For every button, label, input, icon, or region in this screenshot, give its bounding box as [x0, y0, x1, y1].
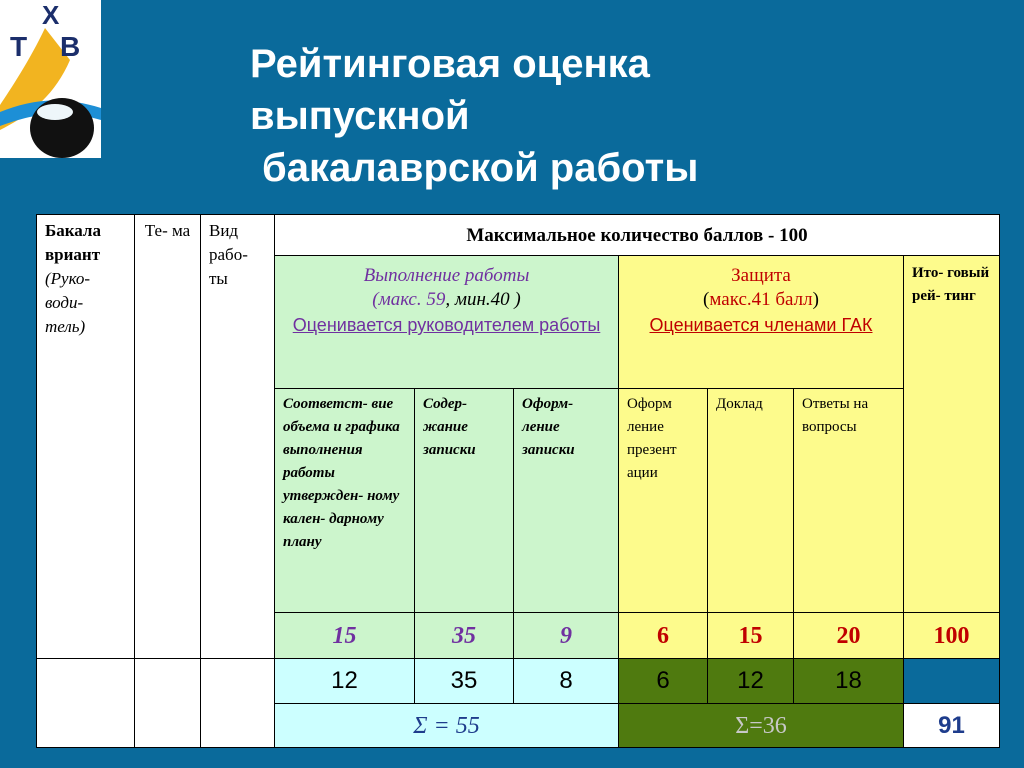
title-line-2: выпускной — [250, 94, 470, 138]
final-score: 91 — [904, 704, 1000, 748]
student-topic-cell — [135, 659, 201, 748]
logo-letter-right: В — [60, 31, 81, 62]
work-max: макс. 59 — [378, 289, 446, 310]
actual-value-presentation: 6 — [619, 659, 708, 704]
logo — [0, 0, 101, 158]
actual-value-content: 35 — [415, 659, 514, 704]
max-value-content: 35 — [415, 613, 514, 659]
defense-max: макс.41 балл — [709, 289, 813, 310]
title-line-1: Рейтинговая оценка — [250, 42, 650, 86]
subcol-answers: Ответы на вопросы — [794, 389, 904, 613]
actual-value-formatting: 8 — [514, 659, 619, 704]
subcol-schedule: Соответст- вие объема и графика выполнения работы утвержден- ному кален- дарному плану — [275, 389, 415, 613]
defense-sum: Σ=36 — [619, 704, 904, 748]
work-limits-sep: , — [445, 289, 455, 310]
header-max-points: Максимальное количество баллов - 100 — [275, 215, 1000, 256]
work-limits-open: ( — [372, 289, 379, 310]
student-type-cell — [201, 659, 275, 748]
work-min: мин.40 — [454, 289, 510, 310]
work-limits-close: ) — [509, 289, 521, 310]
actual-value-schedule: 12 — [275, 659, 415, 704]
max-value-formatting: 9 — [514, 613, 619, 659]
subcol-presentation: Оформ ление презент ации — [619, 389, 708, 613]
header-bachelor-title: Бакала вриант — [45, 221, 101, 264]
header-work-group — [275, 256, 619, 389]
student-name-cell — [37, 659, 135, 748]
defense-title: Защита — [731, 265, 791, 286]
max-value-report: 15 — [708, 613, 794, 659]
defense-limits-close: ) — [812, 289, 819, 310]
max-value-presentation: 6 — [619, 613, 708, 659]
header-bachelor-sub: (Руко- води- тель) — [45, 269, 91, 336]
logo-letter-left: Т — [10, 31, 28, 62]
actual-value-answers: 18 — [794, 659, 904, 704]
actual-value-total-empty — [904, 659, 1000, 704]
defense-limits-open: ( — [703, 289, 710, 310]
max-value-schedule: 15 — [275, 613, 415, 659]
subcol-content: Содер- жание записки — [415, 389, 514, 613]
header-defense-group — [619, 256, 904, 389]
logo-emblem-icon — [0, 0, 101, 158]
rating-table — [36, 214, 1000, 748]
header-total-rating: Ито- говый рей- тинг — [904, 256, 1000, 613]
max-value-total: 100 — [904, 613, 1000, 659]
header-topic: Те- ма — [135, 215, 201, 659]
work-title: Выполнение работы — [363, 265, 530, 286]
actual-value-report: 12 — [708, 659, 794, 704]
subcol-report: Доклад — [708, 389, 794, 613]
title-line-3: бакалаврской работы — [262, 146, 699, 190]
page-title — [250, 38, 698, 194]
logo-letter-top: Х — [42, 0, 60, 30]
max-value-answers: 20 — [794, 613, 904, 659]
work-sum: Σ = 55 — [275, 704, 619, 748]
header-bachelor — [37, 215, 135, 659]
subcol-formatting: Оформ- ление записки — [514, 389, 619, 613]
defense-evaluated: Оценивается членами ГАК — [649, 315, 873, 335]
work-evaluated: Оценивается руководителем работы — [292, 315, 601, 335]
header-work-type: Вид рабо- ты — [201, 215, 275, 659]
